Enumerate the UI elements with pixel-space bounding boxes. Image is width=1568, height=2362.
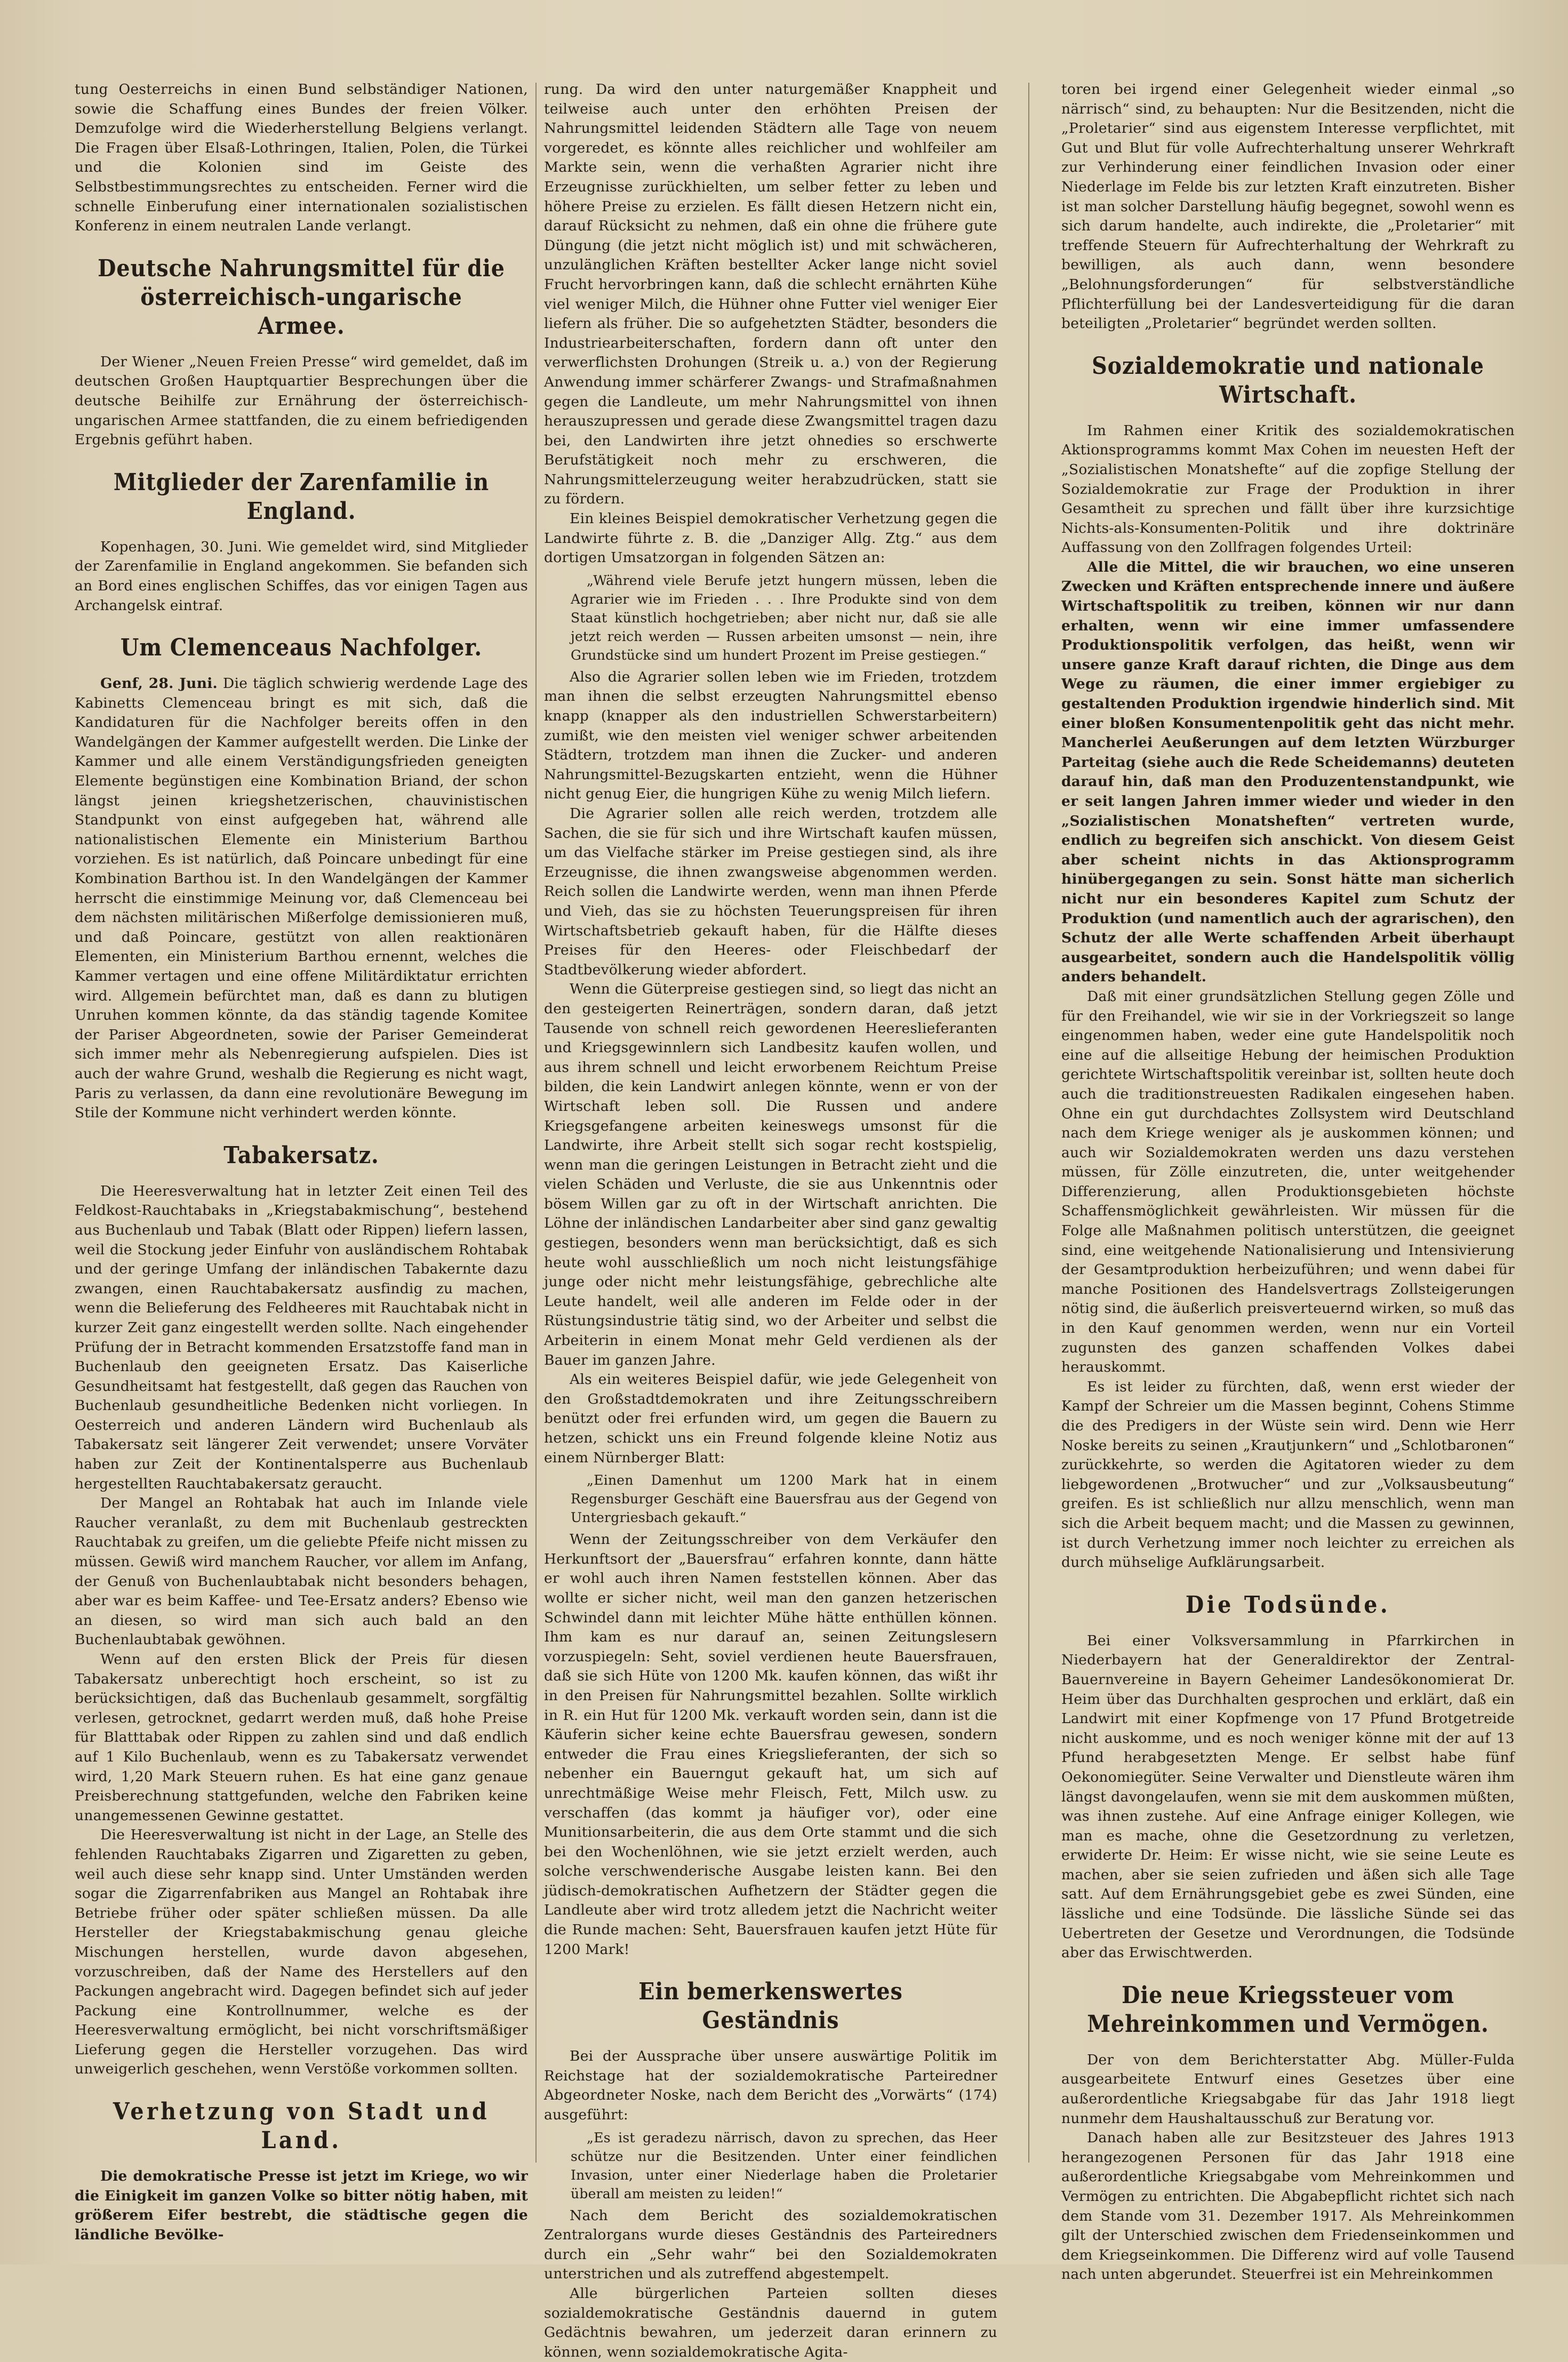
headline-kriegssteuer: Die neue Kriegssteuer vom Mehreinkommen und Vermögen. <box>1087 1981 1489 2038</box>
article-text: Also die Agrarier sollen leben wie im Frieden, trotzdem man ihnen die selbst erzeugten Nahrungsmittel ebenso knapp (knapper als den industriellen Schwerstarbeitern) zumißt, wie den meisten viel weniger schwer arbeitenden Städtern, trotzdem man ihnen die Zucker- und anderen Nahrungsmittel-Bezugskarten entzieht, wenn die Hühner nicht genug Eier, die hungrigen Kühe zu wenig Milch liefern. <box>544 668 997 803</box>
article-text: Daß mit einer grundsätzlichen Stellung gegen Zölle und für den Freihandel, wie wir sie in der Vorkriegszeit so lange eingenommen haben, weder eine gute Handelspolitik noch eine auf die allseitige Hebung der heimischen Produktion gerichtete Wirtschaftspolitik vereinbar ist, sollten heute doch auch die traditionstreuesten Radikalen eingesehen haben. Ohne ein gut durchdachtes Zollsystem wird Deutschland nach dem Kriege weniger als je auskommen können; und auch wir Sozialdemokraten werden uns dazu verstehen müssen, für Zölle einzutreten, die, unter weitgehender Differenzierung, allen Produktionsgebieten höchste Schaffensmöglichkeit gewährleisten. Wir müssen für die Folge alle Maßnahmen politisch unterstützen, die geeignet sind, eine weitgehende Nationalisierung und Intensivierung der Gesamtproduktion herbeizuführen; und wenn dabei für manche Positionen des Handelsvertrags Zollsteigerungen nötig sind, die äußerlich preisverteuernd wirken, so muß das in den Kauf genommen werden, wenn nur ein Vorteil zugunsten des ganzen schaffenden Volkes dabei herauskommt. <box>1061 988 1515 1376</box>
article-text: Die Heeresverwaltung hat in letzter Zeit einen Teil des Feldkost-Rauchtabaks in „Kriegstabakmischung“, bestehend aus Buchenlaub und Tabak (Blatt oder Rippen) liefern lassen, weil die Stockung jeder Einfuhr von ausländischem Rohtabak und der geringe Umfang der inländischen Tabakernte dazu zwangen, einen Rauchtabakersatz ausfindig zu machen, wenn die Belieferung des Feldheeres mit Rauchtabak nicht in kurzer Zeit ganz eingestellt werden sollte. Nach eingehender Prüfung der in Betracht kommenden Ersatzstoffe fand man in Buchenlaub den geeigneten Ersatz. Das Kaiserliche Gesundheitsamt hat festgestellt, daß gegen das Rauchen von Buchenlaub gesundheitliche Bedenken nicht vorliegen. In Oesterreich und anderen Ländern wird Buchenlaub als Tabakersatz seit längerer Zeit verwendet; unsere Vorväter haben zur Zeit der Kontinentalsperre aus Buchenlaub hergestellten Rauchtabakersatz geraucht. <box>75 1182 528 1492</box>
column-rule <box>535 83 537 2163</box>
article-text: Der Wiener „Neuen Freien Presse“ wird gemeldet, daß im deutschen Großen Hauptquartier Besprechungen über die deutsche Beihilfe zur Ernährung der österreichisch-ungarischen Armee stattfanden, die zu einem befriedigenden Ergebnis geführt haben. <box>75 353 528 449</box>
article-text: Bei einer Volksversammlung in Pfarrkirchen in Niederbayern hat der Generaldirektor der Zentral-Bauernvereine in Bayern Geheimer Landesökonomierat Dr. Heim über das Durchhalten gesprochen und erklärt, daß ein Landwirt mit einer Kopfmenge von 17 Pfund Brotgetreide nicht auskomme, und es noch weniger könne mit der auf 13 Pfund herabgesetzten Menge. Er selbst habe fünf Oekonomiegüter. Seine Verwalter und Dienstleute wären ihm längst davongelaufen, wenn sie mit dem auskommen müßten, was ihnen zustehe. Auf eine Anfrage einiger Kollegen, wie man es mache, ohne die Gesetzordnung zu verletzen, erwiderte Dr. Heim: Er wisse nicht, wie sie seine Leute es machen, aber sie seien zufrieden und äßen sich alle Tage satt. Auf dem Ernährungsgebiet gebe es zwei Sünden, eine lässliche und eine Todsünde. Die lässliche Sünde sei das Uebertreten der Gesetze und Verordnungen, die Todsünde aber das Erwischtwerden. <box>1061 1632 1515 1961</box>
headline-zarenfamilie: Mitglieder der Zarenfamilie in England. <box>113 468 490 525</box>
column-rule <box>1028 83 1029 2163</box>
headline-clemenceau: Um Clemenceaus Nachfolger. <box>120 634 483 662</box>
article-text: Bei der Aussprache über unsere auswärtige Politik im Reichstage hat der sozialdemokratische Parteiredner Abgeordneter Noske, nach dem Bericht des „Vorwärts“ (174) ausgeführt: <box>544 2048 997 2124</box>
headline-gestaendnis: Ein bemerkenswertes Geständnis <box>638 1978 903 2035</box>
column-3 <box>1061 80 1515 2283</box>
article-text: Es ist leider zu fürchten, daß, wenn erst wieder der Kampf der Schreier um die Massen beginnt, Cohens Stimme die des Predigers in der Wüste sein wird. Denn wie Herr Noske bereits zu seinen „Krautjunkern“ und „Schlotbaronen“ zurückkehrte, so werden die Agitatoren wieder zu dem liebgewordenen „Brotwucher“ und zur „Volksausbeutung“ greifen. Es ist schließlich nur allzu menschlich, wenn man sich die Arbeit bequem macht; und die Massen zu gewinnen, ist durch Verhetzung immer noch leichter zu erreichen als durch mühselige Aufklärungsarbeit. <box>1061 1378 1515 1571</box>
headline-verhetzung: Verhetzung von Stadt und Land. <box>113 2098 490 2155</box>
article-continuation: rung. Da wird den unter naturgemäßer Knappheit und teilweise auch unter den erhöhten Preisen der Nahrungsmittel leidenden Städtern alle Tage von neuem vorgeredet, es könnte alles reichlicher und wohlfeiler am Markte sein, wenn die verhaßten Agrarier nicht ihre Erzeugnisse zurückhielten, um selber fetter zu leben und höhere Preise zu erzielen. Es fällt diesen Hetzern nicht ein, darauf Rücksicht zu nehmen, daß ein ohne die frühere gute Düngung (die jetzt nicht möglich ist) und mit schwächeren, unzulänglichen Kräften bestellter Acker lange nicht soviel Frucht hervorbringen kann, daß die schlecht ernährten Kühe viel weniger Milch, die Hühner ohne Futter viel weniger Eier liefern als früher. Die so aufgehetzten Städter, besonders die Industriearbeiterschaften, fordern dann oft unter den verwerflichsten Drohungen (Streik u. a.) von der Regierung Anwendung immer schärferer Zwangs- und Strafmaßnahmen gegen die Landleute, um mehr Nahrungsmittel von ihnen herauszupressen und gerade diese Zwangsmittel tragen dazu bei, den Landwirten ihre jetzt ohnedies so erschwerte Berufstätigkeit noch mehr zu erschweren, die Nahrungsmittelerzeugung weiter herabzudrücken, statt sie zu fördern. <box>544 81 997 508</box>
article-body: Die täglich schwierig werdende Lage des Kabinetts Clemenceau bringt es mit sich, daß die Kandidaturen für die Nachfolger bereits offen in den Wandelgängen der Kammer aufgestellt werden. Die Linke der Kammer und alle einem Verständigungsfrieden geneigten Elemente begünstigen eine Kombination Briand, der schon längst jeinen kriegshetzerischen, chauvinistischen Standpunkt von einst aufgegeben hat, während alle nationalistischen Elemente ein Ministerium Barthou vorziehen. Es ist natürlich, daß Poincare unbedingt für eine Kombination Barthou ist. In den Wandelgängen der Kammer herrscht die einstimmige Meinung vor, daß Clemenceau bei dem nächsten militärischen Mißerfolge demissionieren muß, und daß Poincare, gestützt von allen reaktionären Elementen, ein Ministerium Barthou ernennt, welches die Kammer vertagen und eine offene Militärdiktatur errichten wird. Allgemein befürchtet man, daß es dann zu blutigen Unruhen kommen könnte, da das ständig tagende Komitee der Pariser Abgeordneten, sowie der Pariser Gemeinderat sich immer mehr als Nebenregierung aufspielen. Dies ist auch der wahre Grund, weshalb die Regierung es nicht wagt, Paris zu verlassen, da dann eine revolutionäre Bewegung im Stile der Kommune nicht verhindert werden könnte. <box>75 675 528 1122</box>
article-text: Wenn der Zeitungsschreiber von dem Verkäufer den Herkunftsort der „Bauersfrau“ erfahren konnte, dann hätte er wohl auch ihren Namen feststellen können. Aber das wollte er sicher nicht, weil man den ganzen hetzerischen Schwindel dann mit leichter Mühe hätte enthüllen können. Ihm kam es nur darauf an, seinen Zeitungslesern vorzuspiegeln: Seht, soviel verdienen heute Bauersfrauen, daß sie sich Hüte von 1200 Mk. kaufen können, das wißt ihr in den Preisen für Nahrungsmittel bezahlen. Sollte wirklich in R. ein Hut für 1200 Mk. verkauft worden sein, dann ist die Käuferin sicher keine echte Bauersfrau gewesen, sondern entweder die Frau eines Kriegslieferanten, der sich so nebenher ein Bauerngut gekauft hat, um sich auf unrechtmäßige Weise mehr Fleisch, Fett, Milch usw. zu verschaffen (das kommt ja häufiger vor), oder eine Munitionsarbeiterin, die aus dem Orte stammt und die sich bei den Wochenlöhnen, wie sie jetzt erzielt werden, auch solche verschwenderische Ausgabe leisten kann. Bei den jüdisch-demokratischen Aufhetzern der Städter gegen die Landleute aber wird trotz alledem jetzt die Nachricht weiter die Runde machen: Seht, Bauersfrauen kaufen jetzt Hüte für 1200 Mark! <box>544 1531 997 1958</box>
dateline: Genf, 28. Juni. <box>100 675 218 692</box>
quote-block: „Es ist geradezu närrisch, davon zu sprechen, das Heer schütze nur die Besitzenden. Unter einer feindlichen Invasion, unter einer Niederlage haben die Proletarier überall am meisten zu leiden!“ <box>571 2129 997 2201</box>
article-text: Die Agrarier sollen alle reich werden, trotzdem alle Sachen, die sie für sich und ihre Wirtschaft kaufen müssen, um das Vielfache stärker im Preise gestiegen sind, als ihre Erzeugnisse, die ihnen zwangsweise abgenommen werden. Reich sollen die Landwirte werden, wenn man ihnen Pferde und Vieh, das sie zu höchsten Teuerungspreisen für ihren Wirtschaftsbetrieb gekauft haben, für die Hälfte dieses Preises für den Heeres- oder Fleischbedarf der Stadtbevölkerung wieder abfordert. <box>544 805 997 978</box>
quote-block: „Während viele Berufe jetzt hungern müssen, leben die Agrarier wie im Frieden . . . Ihre Produkte sind von dem Staat künstlich hochgetrieben; aber nicht nur, daß sie alle jetzt reich werden — Russen arbeiten umsonst — nein, ihre Grundstücke sind um hundert Prozent im Preise gestiegen.“ <box>571 572 997 663</box>
article-continuation: toren bei irgend einer Gelegenheit wieder einmal „so närrisch“ sind, zu behaupten: Nur die Besitzenden, nicht die „Proletarier“ sind aus eigenstem Interesse verpflichtet, mit Gut und Blut für volle Aufrechterhaltung unserer Wehrkraft zur Verhinderung einer feindlichen Invasion oder einer Niederlage im Felde bis zur letzten Kraft einzutreten. Bisher ist man solcher Darstellung häufig begegnet, sowohl wenn es sich darum handelte, auch indirekte, die „Proletarier“ mit treffende Steuern für Aufrechterhaltung der Wehrkraft zu bewilligen, als auch dann, wenn besondere „Belohnungsforderungen“ für selbstverständliche Pflichterfüllung bei der Landesverteidigung für die daran beteiligten „Proletarier“ begründet werden sollten. <box>1061 81 1515 332</box>
headline-sozialdemokratie: Sozialdemokratie und nationale Wirtschaft. <box>1092 352 1484 409</box>
headline-nahrungsmittel: Deutsche Nahrungsmittel für die österreichisch-ungarische Armee. <box>98 254 505 340</box>
article-text: Wenn auf den ersten Blick der Preis für diesen Tabakersatz unberechtigt hoch erscheint, so ist zu berücksichtigen, daß das Buchenlaub gesammelt, sorgfältig verlesen, getrocknet, gedarrt werden muß, daß hohe Preise für Blatttabak oder Rippen zu zahlen sind und daß endlich auf 1 Kilo Buchenlaub, wenn es zu Tabakersatz verwendet wird, 1,20 Mark Steuern ruhen. Es hat eine ganz genaue Preisberechnung stattgefunden, welche den Fabriken keine unangemessenen Gewinne gestattet. <box>75 1651 528 1824</box>
article-text: Ein kleines Beispiel demokratischer Verhetzung gegen die Landwirte führte z. B. die „Danziger Allg. Ztg.“ aus dem dortigen Umsatzorgan in folgenden Sätzen an: <box>544 510 997 566</box>
article-text: Im Rahmen einer Kritik des sozialdemokratischen Aktionsprogramms kommt Max Cohen im neuesten Heft der „Sozialistischen Monatshefte“ auf die zopfige Stellung der Sozialdemokratie zur Frage der Produktion in ihrer Gesamtheit zu sprechen und fällt über ihre kurzsichtige Nichts-als-Konsumenten-Politik und ihre doktrinäre Auffassung von den Zollfragen folgendes Urteil: <box>1061 422 1515 556</box>
headline-todsuende: Die Todsünde. <box>1185 1591 1391 1619</box>
article-text: Wenn die Güterpreise gestiegen sind, so liegt das nicht an den gesteigerten Reinerträgen, sondern daran, daß jetzt Tausende von schnell reich gewordenen Heereslieferanten und Kriegsgewinnlern sich Landbesitz kaufen wollen, und aus ihrem schnell und leicht erworbenem Reichtum Preise bilden, die kein Landwirt anlegen könnte, wenn er von der Wirtschaft leben soll. Die Russen und andere Kriegsgefangene arbeiten keineswegs umsonst für die Landwirte, ihre Arbeit stellt sich sogar recht kostspielig, wenn man die geringen Leistungen in Betracht zieht und die vielen Schäden und Verluste, die sie aus Unkenntnis oder bösem Willen gar zu oft in der Wirtschaft anrichten. Die Löhne der inländischen Landarbeiter aber sind ganz gewaltig gestiegen, besonders wenn man berücksichtigt, daß es sich heute wohl ausschließlich um noch nicht leistungsfähige junge oder nicht mehr leistungsfähige, gebrechliche alte Leute handelt, weil alle anderen im Felde oder in der Rüstungsindustrie tätig sind, wo der Arbeiter und selbst die Arbeiterin in einem Monat mehr Geld verdienen als der Bauer im ganzen Jahre. <box>544 981 997 1368</box>
article-text: Alle bürgerlichen Parteien sollten dieses sozialdemokratische Geständnis dauernd in gutem Gedächtnis bewahren, um jederzeit daran erinnern zu können, wenn sozialdemokratische Agita- <box>544 2285 997 2360</box>
article-text: Die Heeresverwaltung ist nicht in der Lage, an Stelle des fehlenden Rauchtabaks Zigarren und Zigaretten zu geben, weil auch diese sehr knapp sind. Unter Umständen werden sogar die Zigarrenfabriken aus Mangel an Rohtabak ihre Betriebe früher oder später schließen müssen. Da alle Hersteller der Kriegstabakmischung genau gleiche Mischungen herstellen, wurde davon abgesehen, vorzuschreiben, daß der Name des Herstellers auf den Packungen angebracht wird. Dagegen befindet sich auf jeder Packung eine Kontrollnummer, welche es der Heeresverwaltung ermöglicht, bei nicht vorschriftsmäßiger Lieferung gegen die Hersteller vorzugehen. Das wird unweigerlich geschehen, wenn Verstöße vorkommen sollten. <box>75 1827 528 2078</box>
article-text <box>75 674 528 1123</box>
article-quote-text: Alle die Mittel, die wir brauchen, wo eine unseren Zwecken und Kräften entsprechende innere und äußere Wirtschaftspolitik zu treiben, können wir nur dann erhalten, wenn wir eine immer umfassendere Produktionspolitik verfolgen, das heißt, wenn wir unsere ganze Kraft darauf richten, die Dinge aus dem Wege zu räumen, die einer immer ergiebiger zu gestaltenden Produktion irgendwie hinderlich sind. Mit einer bloßen Konsumentenpolitik geht das nicht mehr. Mancherlei Aeußerungen auf dem letzten Würzburger Parteitag (siehe auch die Rede Scheidemanns) deuteten darauf hin, daß man den Produzentenstandpunkt, wie er seit langen Jahren immer wieder und wieder in den „Sozialistischen Monatsheften“ vertreten wurde, endlich zu begreifen sich anschickt. Von diesem Geist aber scheint nichts in das Aktionsprogramm hinübergegangen zu sein. Sonst hätte man sicherlich nicht nur ein besonderes Kapitel zum Schutz der Produktion (und namentlich auch der agrarischen), den Schutz der alle Werte schaffenden Arbeit überhaupt ausgearbeitet, sondern auch die Handelspolitik völlig anders behandelt. <box>1061 558 1515 986</box>
article-text: Als ein weiteres Beispiel dafür, wie jede Gelegenheit von den Großstadtdemokraten und ihre Zeitungsschreibern benützt oder frei erfunden wird, um gegen die Bauern zu hetzen, schickt uns ein Freund folgende kleine Notiz aus einem Nürnberger Blatt: <box>544 1371 997 1466</box>
column-2 <box>544 80 997 2360</box>
quote-block: „Einen Damenhut um 1200 Mark hat in einem Regensburger Geschäft eine Bauersfrau aus der Gegend von Untergriesbach gekauft.“ <box>571 1472 997 1526</box>
article-text: Der von dem Berichterstatter Abg. Müller-Fulda ausgearbeitete Entwurf eines Gesetzes über eine außerordentliche Kriegsabgabe für das Jahr 1918 liegt nunmehr dem Haushaltausschuß zur Beratung vor. <box>1061 2051 1515 2127</box>
article-text: Der Mangel an Rohtabak hat auch im Inlande viele Raucher veranlaßt, zu dem mit Buchenlaub gestreckten Rauchtabak zu greifen, um die geliebte Pfeife nicht missen zu müssen. Gewiß wird manchem Raucher, vor allem im Anfang, der Genuß von Buchenlaubtabak nicht besonders behagen, aber war es beim Kaffee- und Tee-Ersatz anders? Ebenso wie an diesen, so wird man sich auch bald an den Buchenlaubtabak gewöhnen. <box>75 1495 528 1648</box>
column-1 <box>75 80 528 2251</box>
article-text: Danach haben alle zur Besitzsteuer des Jahres 1913 herangezogenen Personen für das Jahr 1918 eine außerordentliche Kriegsabgabe vom Mehreinkommen und Vermögen zu entrichten. Die Abgabepflicht richtet sich nach dem Stande vom 31. Dezember 1917. Als Mehreinkommen gilt der Unterschied zwischen dem Friedenseinkommen und dem Kriegseinkommen. Die Differenz wird auf volle Tausend nach unten abgerundet. Steuerfrei ist ein Mehreinkommen <box>1061 2129 1515 2283</box>
article-continuation: tung Oesterreichs in einen Bund selbständiger Nationen, sowie die Schaffung eines Bundes der freien Völker. Demzufolge wird die Wiederherstellung Belgiens verlangt. Die Fragen über Elsaß-Lothringen, Italien, Polen, die Türkei und die Kolonien sind im Geiste des Selbstbestimmungsrechtes zu entscheiden. Ferner wird die schnelle Einberufung einer internationalen sozialistischen Konferenz in einem neutralen Lande verlangt. <box>75 81 528 235</box>
article-text: Nach dem Bericht des sozialdemokratischen Zentralorgans wurde dieses Geständnis des Parteiredners durch ein „Sehr wahr“ bei den Sozialdemokraten unterstrichen und als zutreffend abgestempelt. <box>544 2207 997 2283</box>
article-text: Kopenhagen, 30. Juni. Wie gemeldet wird, sind Mitglieder der Zarenfamilie in England angekommen. Sie befanden sich an Bord eines englischen Schiffes, das vor einigen Tagen aus Archangelsk eintraf. <box>75 538 528 614</box>
headline-tabakersatz: Tabakersatz. <box>223 1141 379 1169</box>
article-text: Die demokratische Presse ist jetzt im Kriege, wo wir die Einigkeit im ganzen Volke so bitter nötig haben, mit größerem Eifer bestrebt, die städtische gegen die ländliche Bevölke- <box>75 2168 528 2243</box>
